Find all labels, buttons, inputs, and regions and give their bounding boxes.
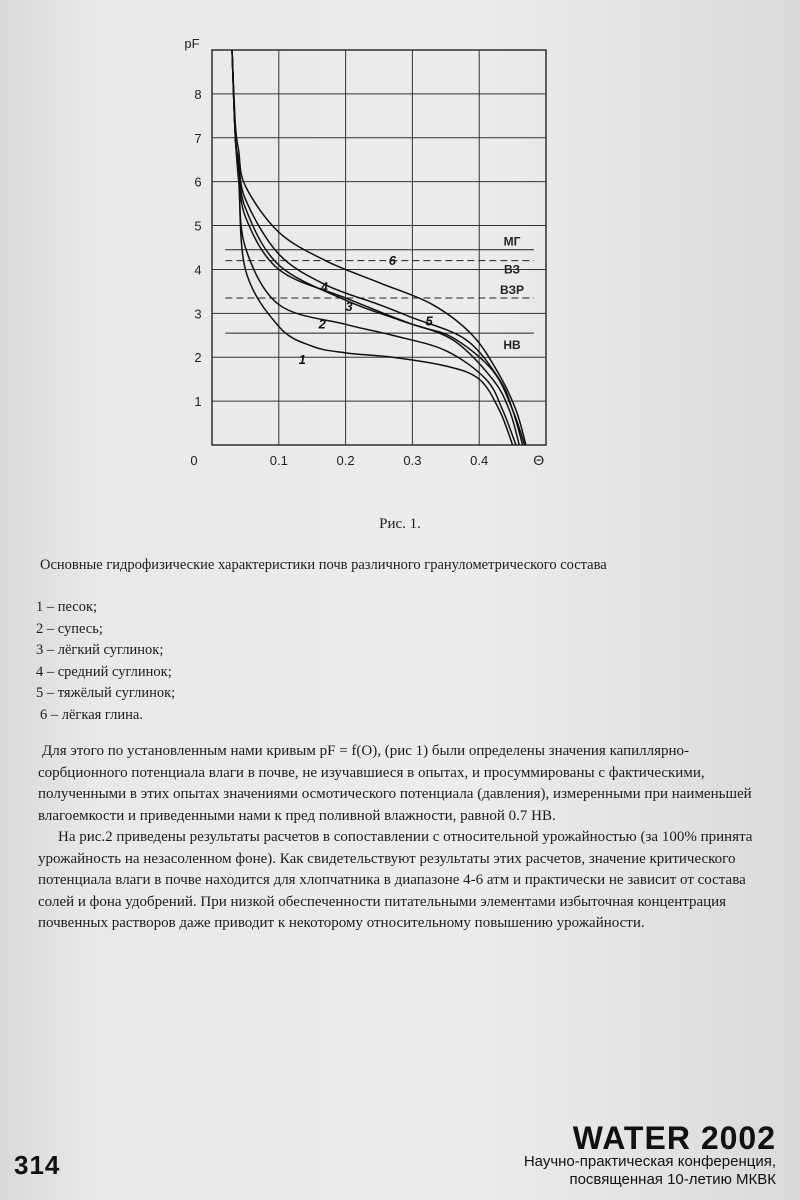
conference-logo: WATER 2002 <box>572 1120 776 1156</box>
y-axis-label: pF <box>184 36 200 51</box>
series-label: 4 <box>320 279 328 295</box>
y-tick-label: 4 <box>194 262 202 278</box>
body-text <box>38 741 766 935</box>
plot-frame <box>212 50 546 445</box>
legend-item: 6 – лёгкая глина. <box>40 706 143 723</box>
y-tick-label: 6 <box>194 174 202 190</box>
series-label: 1 <box>298 351 306 367</box>
series-line <box>232 50 526 445</box>
figure-title: Основные гидрофизические характеристики почв различного гранулометрического состава <box>40 557 607 573</box>
paragraph: На рис.2 приведены результаты расчетов в сопоставлении с относительной урожайностью (за 100% принята урожайность на незасоленном фоне). Как свидетельствуют результаты этих расчетов, значение критического потенциала влаги в почве находится для хлопчатника в диапазоне 4-6 атм и практически не зависит от состава солей и фона удобрений. При низкой обеспеченности питательными элементами избыточная концентрация почвенных растворов даже приводит к некоторому относительному повышению урожайности. <box>38 829 753 931</box>
footer-dedication-line: посвященная 10-летию МКВК <box>569 1171 776 1188</box>
x-tick-label: 0 <box>190 453 198 468</box>
series-label: 6 <box>388 253 396 269</box>
legend-item: 2 – супесь; <box>36 620 103 637</box>
series-label: 2 <box>318 316 326 332</box>
x-tick-label: 0.2 <box>336 453 355 468</box>
series-line <box>232 50 525 445</box>
footer-conference-line: Научно-практическая конференция, <box>523 1153 776 1170</box>
series-line <box>232 50 516 445</box>
reference-label: ВЗ <box>503 262 521 277</box>
x-tick-label: 0.4 <box>470 453 489 468</box>
soil-legend <box>36 597 175 726</box>
reference-label: МГ <box>503 234 521 249</box>
reference-label: НВ <box>503 338 521 353</box>
legend-item: 3 – лёгкий суглинок; <box>36 642 164 658</box>
legend-item: 4 – средний суглинок; <box>36 663 172 680</box>
x-tick-label: 0.1 <box>269 453 288 468</box>
y-tick-label: 5 <box>194 218 202 234</box>
pf-chart <box>170 30 570 480</box>
legend-item: 1 – песок; <box>36 599 98 615</box>
series-line <box>232 50 519 445</box>
series-label: 3 <box>345 299 353 315</box>
x-axis-label: Θ <box>533 452 545 468</box>
y-tick-label: 1 <box>194 394 202 410</box>
y-tick-label: 7 <box>194 130 202 146</box>
x-tick-label: 0.3 <box>403 453 422 468</box>
reference-label: ВЗР <box>499 282 525 297</box>
page-number: 314 <box>14 1150 61 1180</box>
y-tick-label: 3 <box>194 306 202 322</box>
paragraph: Для этого по установленным нами кривым pF = f(O), (рис 1) были определены значения капиллярно-сорбционного потенциала влаги в почве, не изучавшиеся в опытах, и просуммированы с фактическими, полученными в этих опытах значениями осмотического потенциала (давления), измеренными при наименьшей влагоемкости и приведенными нами к пред поливной влажности, равной 0.7 НВ. <box>38 743 752 824</box>
y-tick-label: 8 <box>194 86 202 102</box>
y-tick-label: 2 <box>194 350 202 366</box>
series-label: 5 <box>425 313 433 329</box>
figure-caption: Рис. 1. <box>379 516 421 532</box>
legend-item: 5 – тяжёлый суглинок; <box>36 685 176 701</box>
